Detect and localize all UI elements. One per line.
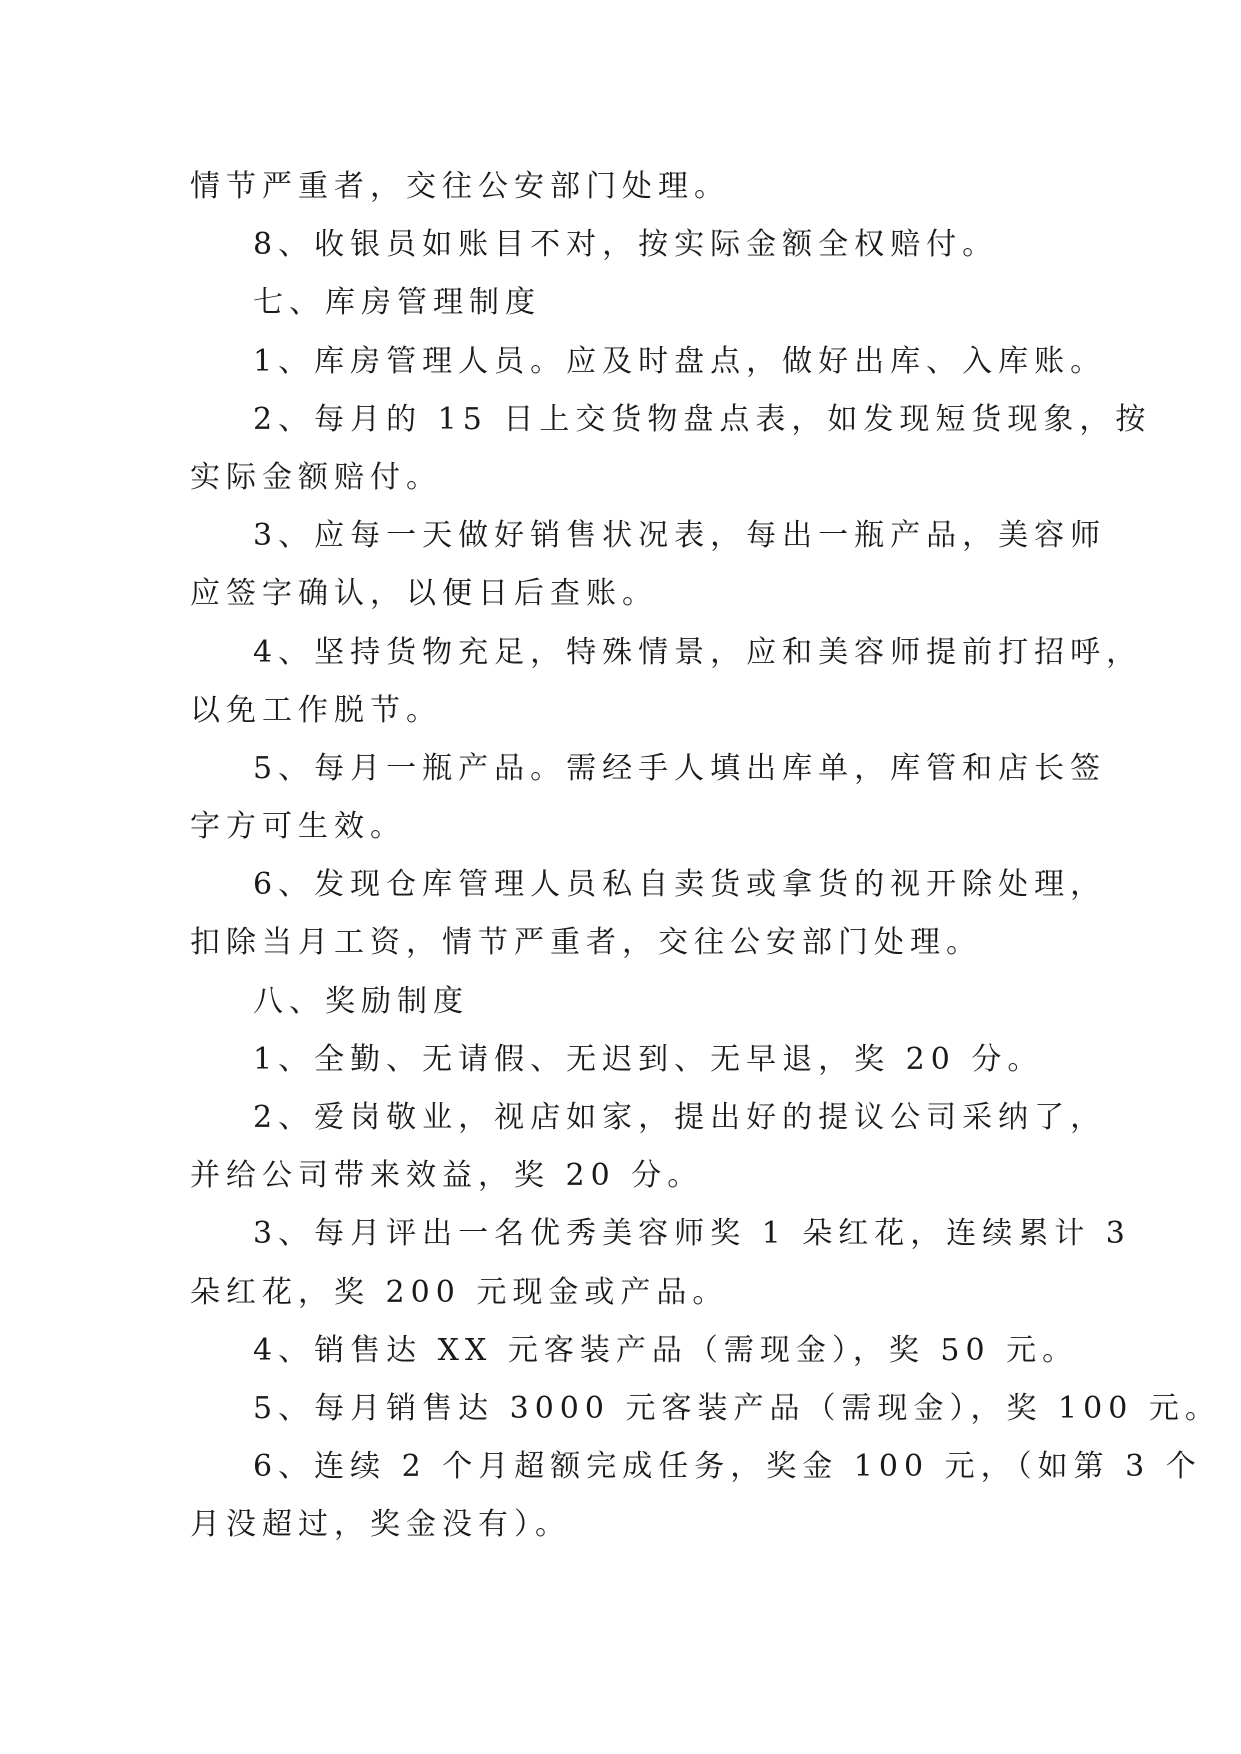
text-line: 6、连续 2 个月超额完成任务，奖金 100 元，（如第 3 个 xyxy=(253,1449,1202,1485)
text-line: 4、销售达 XX 元客装产品（需现金），奖 50 元。 xyxy=(253,1332,1079,1368)
text-line: 6、发现仓库管理人员私自卖货或拿货的视开除处理， xyxy=(253,867,1107,903)
text-line: 实际金额赔付。 xyxy=(190,459,442,495)
text-line: 3、应每一天做好销售状况表，每出一瓶产品，美容师 xyxy=(253,518,1107,554)
text-line: 5、每月销售达 3000 元客装产品（需现金），奖 100 元。 xyxy=(253,1390,1221,1426)
text-line: 并给公司带来效益，奖 20 分。 xyxy=(190,1158,704,1194)
text-line: 字方可生效。 xyxy=(190,809,406,845)
text-line: 1、全勤、无请假、无迟到、无早退，奖 20 分。 xyxy=(253,1041,1044,1077)
text-line: 4、坚持货物充足，特殊情景，应和美容师提前打招呼， xyxy=(253,634,1143,670)
text-line: 朵红花，奖 200 元现金或产品。 xyxy=(190,1274,729,1310)
text-line: 扣除当月工资，情节严重者，交往公安部门处理。 xyxy=(190,925,982,961)
text-line: 月没超过，奖金没有）。 xyxy=(190,1507,571,1543)
text-line: 情节严重者，交往公安部门处理。 xyxy=(190,169,730,204)
section-heading: 七、库房管理制度 xyxy=(253,285,541,321)
text-line: 2、每月的 15 日上交货物盘点表，如发现短货现象，按 xyxy=(253,401,1152,437)
section-heading: 八、奖励制度 xyxy=(253,983,469,1019)
text-line: 8、收银员如账目不对，按实际金额全权赔付。 xyxy=(253,227,999,263)
text-line: 1、库房管理人员。应及时盘点，做好出库、入库账。 xyxy=(253,343,1107,379)
text-line: 应签字确认，以便日后查账。 xyxy=(190,576,658,612)
text-line: 5、每月一瓶产品。需经手人填出库单，库管和店长签 xyxy=(253,750,1107,786)
text-line: 以免工作脱节。 xyxy=(190,692,442,728)
text-line: 3、每月评出一名优秀美容师奖 1 朵红花，连续累计 3 xyxy=(253,1216,1131,1252)
text-line: 2、爱岗敬业，视店如家，提出好的提议公司采纳了， xyxy=(253,1100,1107,1135)
document-body xyxy=(190,158,1221,1555)
